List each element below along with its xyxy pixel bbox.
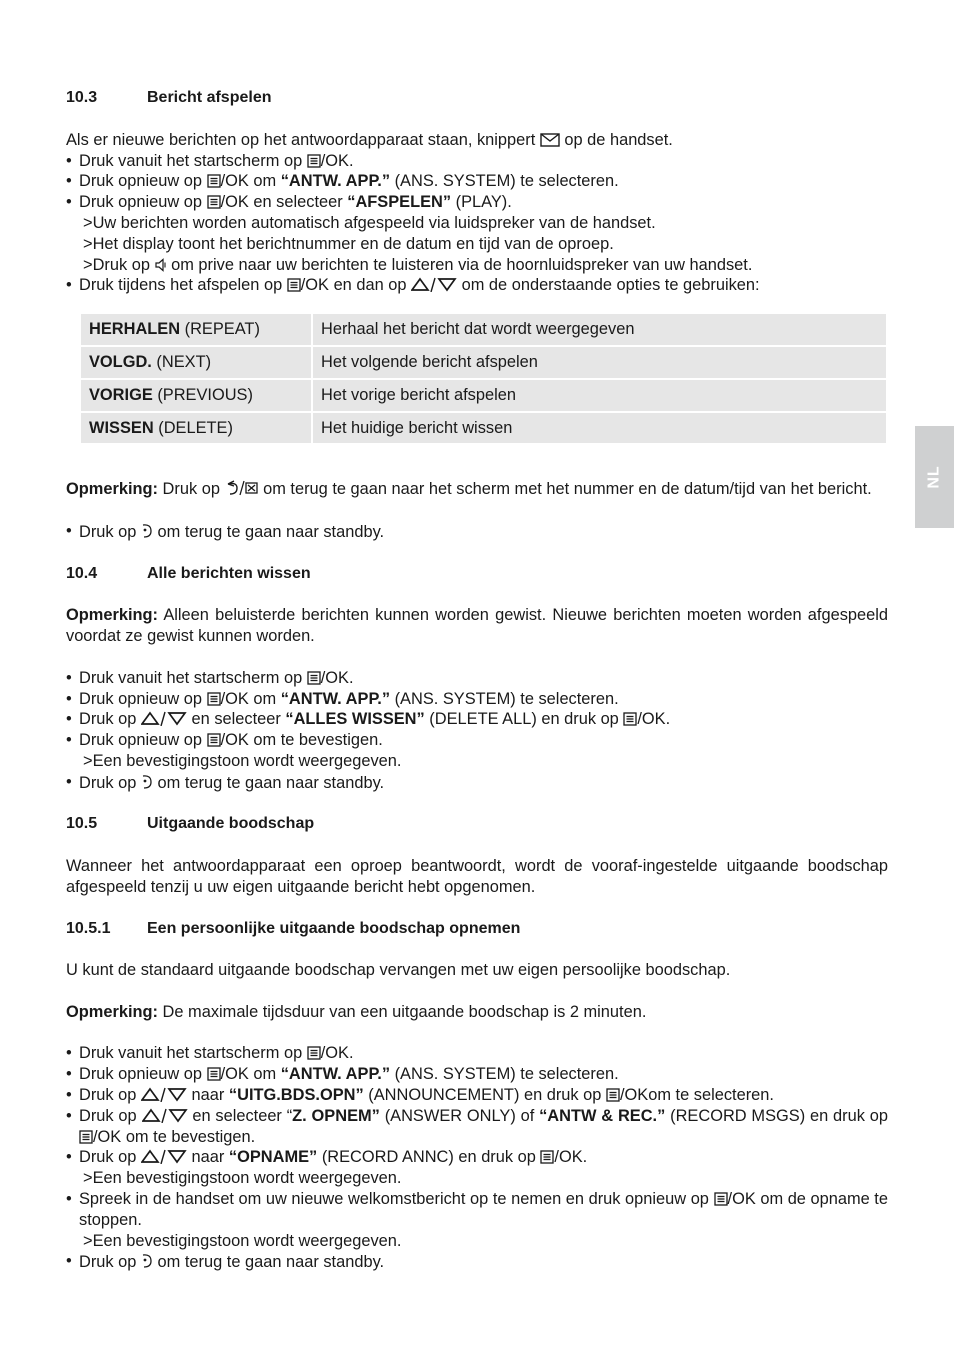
list-item: • Druk vanuit het startscherm op /OK. — [66, 668, 888, 689]
list-item: • Druk vanuit het startscherm op /OK. — [66, 1043, 888, 1064]
list-item: • Druk opnieuw op /OK om “ANTW. APP.” (ANS. SYSTEM) te selecteren. — [66, 689, 888, 710]
up-down-arrows-icon — [142, 1108, 188, 1123]
up-down-arrows-icon — [411, 277, 457, 292]
section-title: Een persoonlijke uitgaande boodschap opnemen — [147, 919, 521, 937]
menu-icon — [287, 278, 301, 292]
end-call-icon — [141, 521, 153, 539]
end-call-icon — [141, 772, 153, 790]
speaker-icon — [155, 258, 167, 272]
section-heading-10-4 — [66, 564, 888, 585]
table-cell: Het huidige bericht wissen — [313, 413, 886, 444]
list-item: • Druk opnieuw op /OK om “ANTW. APP.” (ANS. SYSTEM) te selecteren. — [66, 171, 888, 192]
table-row — [81, 380, 886, 411]
section-title: Bericht afspelen — [147, 89, 272, 106]
sub-item: >Een bevestigingstoon wordt weergegeven. — [83, 751, 402, 770]
list-item: • Druk op om terug te gaan naar standby. — [66, 772, 888, 794]
list-item: • Spreek in de handset om uw nieuwe welkomstbericht op te nemen en druk opnieuw op /OK om de opname te stoppen. — [66, 1189, 888, 1231]
section-number: 10.4 — [66, 564, 98, 582]
list-item: • Druk op om terug te gaan naar standby. — [66, 1251, 888, 1273]
menu-icon — [207, 733, 221, 747]
sub-item: >Uw berichten worden automatisch afgespeeld via luidspreker van de handset. — [83, 213, 656, 232]
section-heading-10-3 — [66, 88, 888, 109]
section-number: 10.5.1 — [66, 919, 111, 937]
list-item: • Druk opnieuw op /OK om te bevestigen. — [66, 730, 888, 751]
list-item: • Druk opnieuw op /OK en selecteer “AFSPELEN” (PLAY). — [66, 192, 888, 213]
language-tab — [915, 426, 954, 528]
menu-icon — [714, 1192, 728, 1206]
section-heading-10-5 — [66, 814, 888, 835]
section-heading-10-5-1 — [66, 919, 888, 940]
menu-icon — [307, 154, 321, 168]
table-row — [81, 413, 886, 444]
note-paragraph: Opmerking: De maximale tijdsduur van een uitgaande boodschap is 2 minuten. — [66, 1002, 647, 1021]
section-number: 10.3 — [66, 89, 98, 106]
list-item: • Druk vanuit het startscherm op /OK. — [66, 151, 888, 172]
menu-icon — [623, 712, 637, 726]
manual-page — [66, 88, 888, 1273]
menu-icon — [307, 1046, 321, 1060]
note-paragraph: Opmerking: Alleen beluisterde berichten kunnen worden gewist. Nieuwe berichten moeten worden afgespeeld voordat ze gewist kunnen worden. — [66, 606, 888, 646]
table-cell: VORIGE (PREVIOUS) — [81, 380, 311, 411]
list-item: • Druk op naar “OPNAME” (RECORD ANNC) en druk op /OK. — [66, 1147, 888, 1168]
table-cell: VOLGD. (NEXT) — [81, 347, 311, 378]
list-item: • Druk op en selecteer “ALLES WISSEN” (DELETE ALL) en druk op /OK. — [66, 709, 888, 730]
menu-icon — [79, 1130, 93, 1144]
list-item: • Druk op naar “UITG.BDS.OPN” (ANNOUNCEMENT) en druk op /OKom te selecteren. — [66, 1085, 888, 1106]
up-down-arrows-icon — [141, 1087, 187, 1102]
language-tab-label: NL — [925, 465, 943, 489]
list-item: • Druk op en selecteer “Z. OPNEM” (ANSWER ONLY) of “ANTW & REC.” (RECORD MSGS) en druk op /OK om te bevestigen. — [66, 1106, 888, 1148]
section-title: Alle berichten wissen — [147, 564, 311, 582]
section-title: Uitgaande boodschap — [147, 815, 315, 833]
table-cell: Het vorige bericht afspelen — [313, 380, 886, 411]
menu-icon — [207, 174, 221, 188]
envelope-icon — [540, 133, 560, 147]
table-cell: HERHALEN (REPEAT) — [81, 314, 311, 345]
menu-icon — [207, 1067, 221, 1081]
menu-icon — [307, 671, 321, 685]
body-paragraph: Wanneer het antwoordapparaat een oproep beantwoordt, wordt de vooraf-ingestelde uitgaande boodschap afgespeeld tenzij u uw eigen uitgaande bericht hebt opgenomen. — [66, 857, 888, 896]
body-paragraph: U kunt de standaard uitgaande boodschap vervangen met uw eigen persoolijke boodschap. — [66, 961, 731, 980]
back-clear-icon — [225, 480, 259, 496]
sub-item: >Een bevestigingstoon wordt weergegeven. — [83, 1169, 402, 1188]
list-item: • Druk opnieuw op /OK om “ANTW. APP.” (ANS. SYSTEM) te selecteren. — [66, 1064, 888, 1085]
list-item: • Druk tijdens het afspelen op /OK en dan op om de onderstaande opties te gebruiken: — [66, 275, 888, 296]
table-cell: Het volgende bericht afspelen — [313, 347, 886, 378]
section-number: 10.5 — [66, 815, 98, 833]
table-row — [81, 314, 886, 345]
table-row — [81, 347, 886, 378]
list-item: • Druk op om terug te gaan naar standby. — [66, 521, 888, 543]
sub-item: >Het display toont het berichtnummer en de datum en tijd van de oproep. — [83, 234, 614, 253]
up-down-arrows-icon — [141, 1149, 187, 1164]
options-table — [79, 312, 888, 445]
sub-item: >Druk op om prive naar uw berichten te luisteren via de hoornluidspreker van uw handset. — [83, 255, 753, 274]
sub-item: >Een bevestigingstoon wordt weergegeven. — [83, 1231, 402, 1250]
end-call-icon — [141, 1251, 153, 1269]
table-cell: WISSEN (DELETE) — [81, 413, 311, 444]
note-paragraph: Opmerking: Druk op om terug te gaan naar het scherm met het nummer en de datum/tijd van het bericht. — [66, 480, 872, 499]
up-down-arrows-icon — [141, 711, 187, 726]
intro-paragraph: Als er nieuwe berichten op het antwoordapparaat staan, knippert op de handset. — [66, 130, 673, 149]
menu-icon — [606, 1088, 620, 1102]
menu-icon — [207, 692, 221, 706]
menu-icon — [540, 1150, 554, 1164]
table-cell: Herhaal het bericht dat wordt weergegeven — [313, 314, 886, 345]
menu-icon — [207, 195, 221, 209]
